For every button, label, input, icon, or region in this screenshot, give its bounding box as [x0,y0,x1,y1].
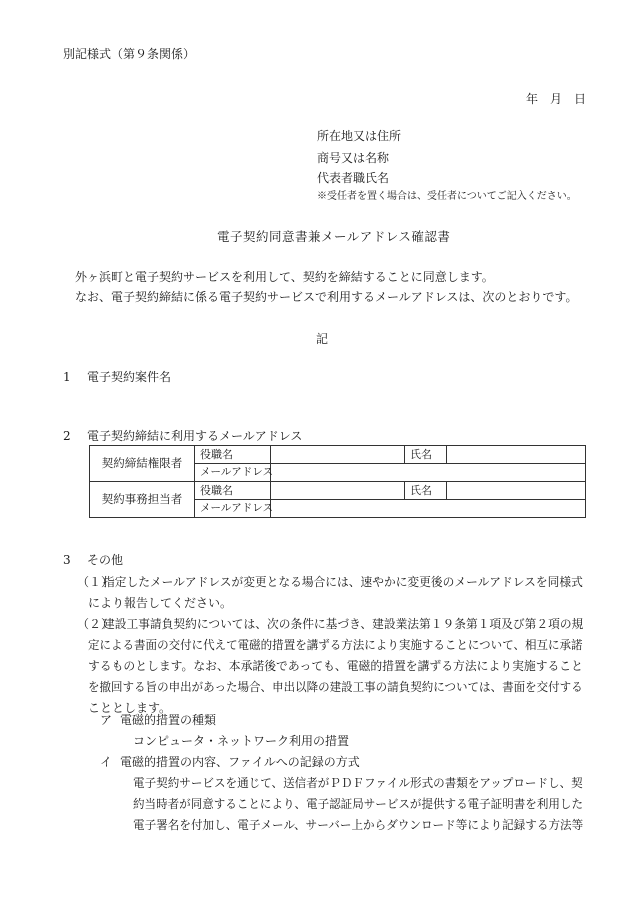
sub-item-i-label: イ [100,755,113,769]
section-1-number: 1 [63,370,71,384]
post-value-cell[interactable] [271,446,405,464]
intro-line-1: 外ヶ浜町と電子契約サービスを利用して、契約を締結することに同意します。 [75,270,494,284]
name-value-cell[interactable] [447,446,586,464]
ki-heading: 記 [316,332,329,346]
section-2-title: 電子契約締結に利用するメールアドレス [87,429,303,443]
email-label-cell: メールアドレス [195,500,271,518]
post-label-cell: 役職名 [195,446,271,464]
section-3-number: 3 [63,553,71,567]
form-reference: 別記様式（第９条関係） [63,47,196,61]
item-1-number: （１） [77,575,114,589]
item-1-line: 指定したメールアドレスが変更となる場合には、速やかに変更後のメールアドレスを同様式 [103,575,583,589]
sub-item-i-line: 電子署名を付加し、電子メール、サーバー上からダウンロード等により記録する方法等 [133,818,584,832]
sub-item-a-body: コンピュータ・ネットワーク利用の措置 [133,734,350,748]
section-1-title: 電子契約案件名 [87,370,172,384]
sub-item-a-title: 電磁的措置の種類 [120,713,217,727]
sub-item-a-label: ア [100,713,113,727]
sender-representative-label: 代表者職氏名 [317,171,390,185]
item-2-line: こととします。 [88,701,172,715]
item-2-line: 建設工事請負契約については、次の条件に基づき、建設業法第１９条第１項及び第２項の規 [103,617,584,631]
sub-item-i-title: 電磁的措置の内容、ファイルへの記録の方式 [120,755,360,769]
sub-item-i-line: 約当時者が同意することにより、電子認証局サービスが提供する電子証明書を利用した [133,797,583,811]
role-cell: 契約事務担当者 [90,482,195,518]
post-label-cell: 役職名 [195,482,271,500]
email-address-table [89,445,586,518]
email-value-cell[interactable] [271,500,586,518]
item-2-number: （２） [77,617,114,631]
email-label-cell: メールアドレス [195,464,271,482]
name-value-cell[interactable] [447,482,586,500]
table-row [90,482,586,500]
name-label-cell: 氏名 [405,446,447,464]
table-row [90,446,586,464]
sender-address-label: 所在地又は住所 [317,129,402,143]
sub-item-i-line: 電子契約サービスを通じて、送信者がＰＤＦファイル形式の書類をアップロードし、契 [133,776,583,790]
item-2-line: 定による書面の交付に代えて電磁的措置を講ずる方法により実施することについて、相互に承諾 [88,638,583,652]
post-value-cell[interactable] [271,482,405,500]
email-value-cell[interactable] [271,464,586,482]
role-cell: 契約締結権限者 [90,446,195,482]
name-label-cell: 氏名 [405,482,447,500]
intro-line-2: なお、電子契約締結に係る電子契約サービスで利用するメールアドレスは、次のとおりです。 [75,290,578,304]
item-2-line: を撤回する旨の申出があった場合、申出以降の建設工事の請負契約については、書面を交付する [88,680,583,694]
item-1-line: により報告してください。 [88,596,233,610]
document-title: 電子契約同意書兼メールアドレス確認書 [217,229,451,244]
date-line: 年 月 日 [526,92,587,106]
item-2-line: するものとします。なお、本承諾後であっても、電磁的措置を講ずる方法により実施すること [88,659,583,673]
sender-company-label: 商号又は名称 [317,151,390,165]
sender-note: ※受任者を置く場合は、受任者についてご記入ください。 [317,191,577,202]
section-3-title: その他 [87,553,124,567]
section-2-number: 2 [63,429,71,443]
